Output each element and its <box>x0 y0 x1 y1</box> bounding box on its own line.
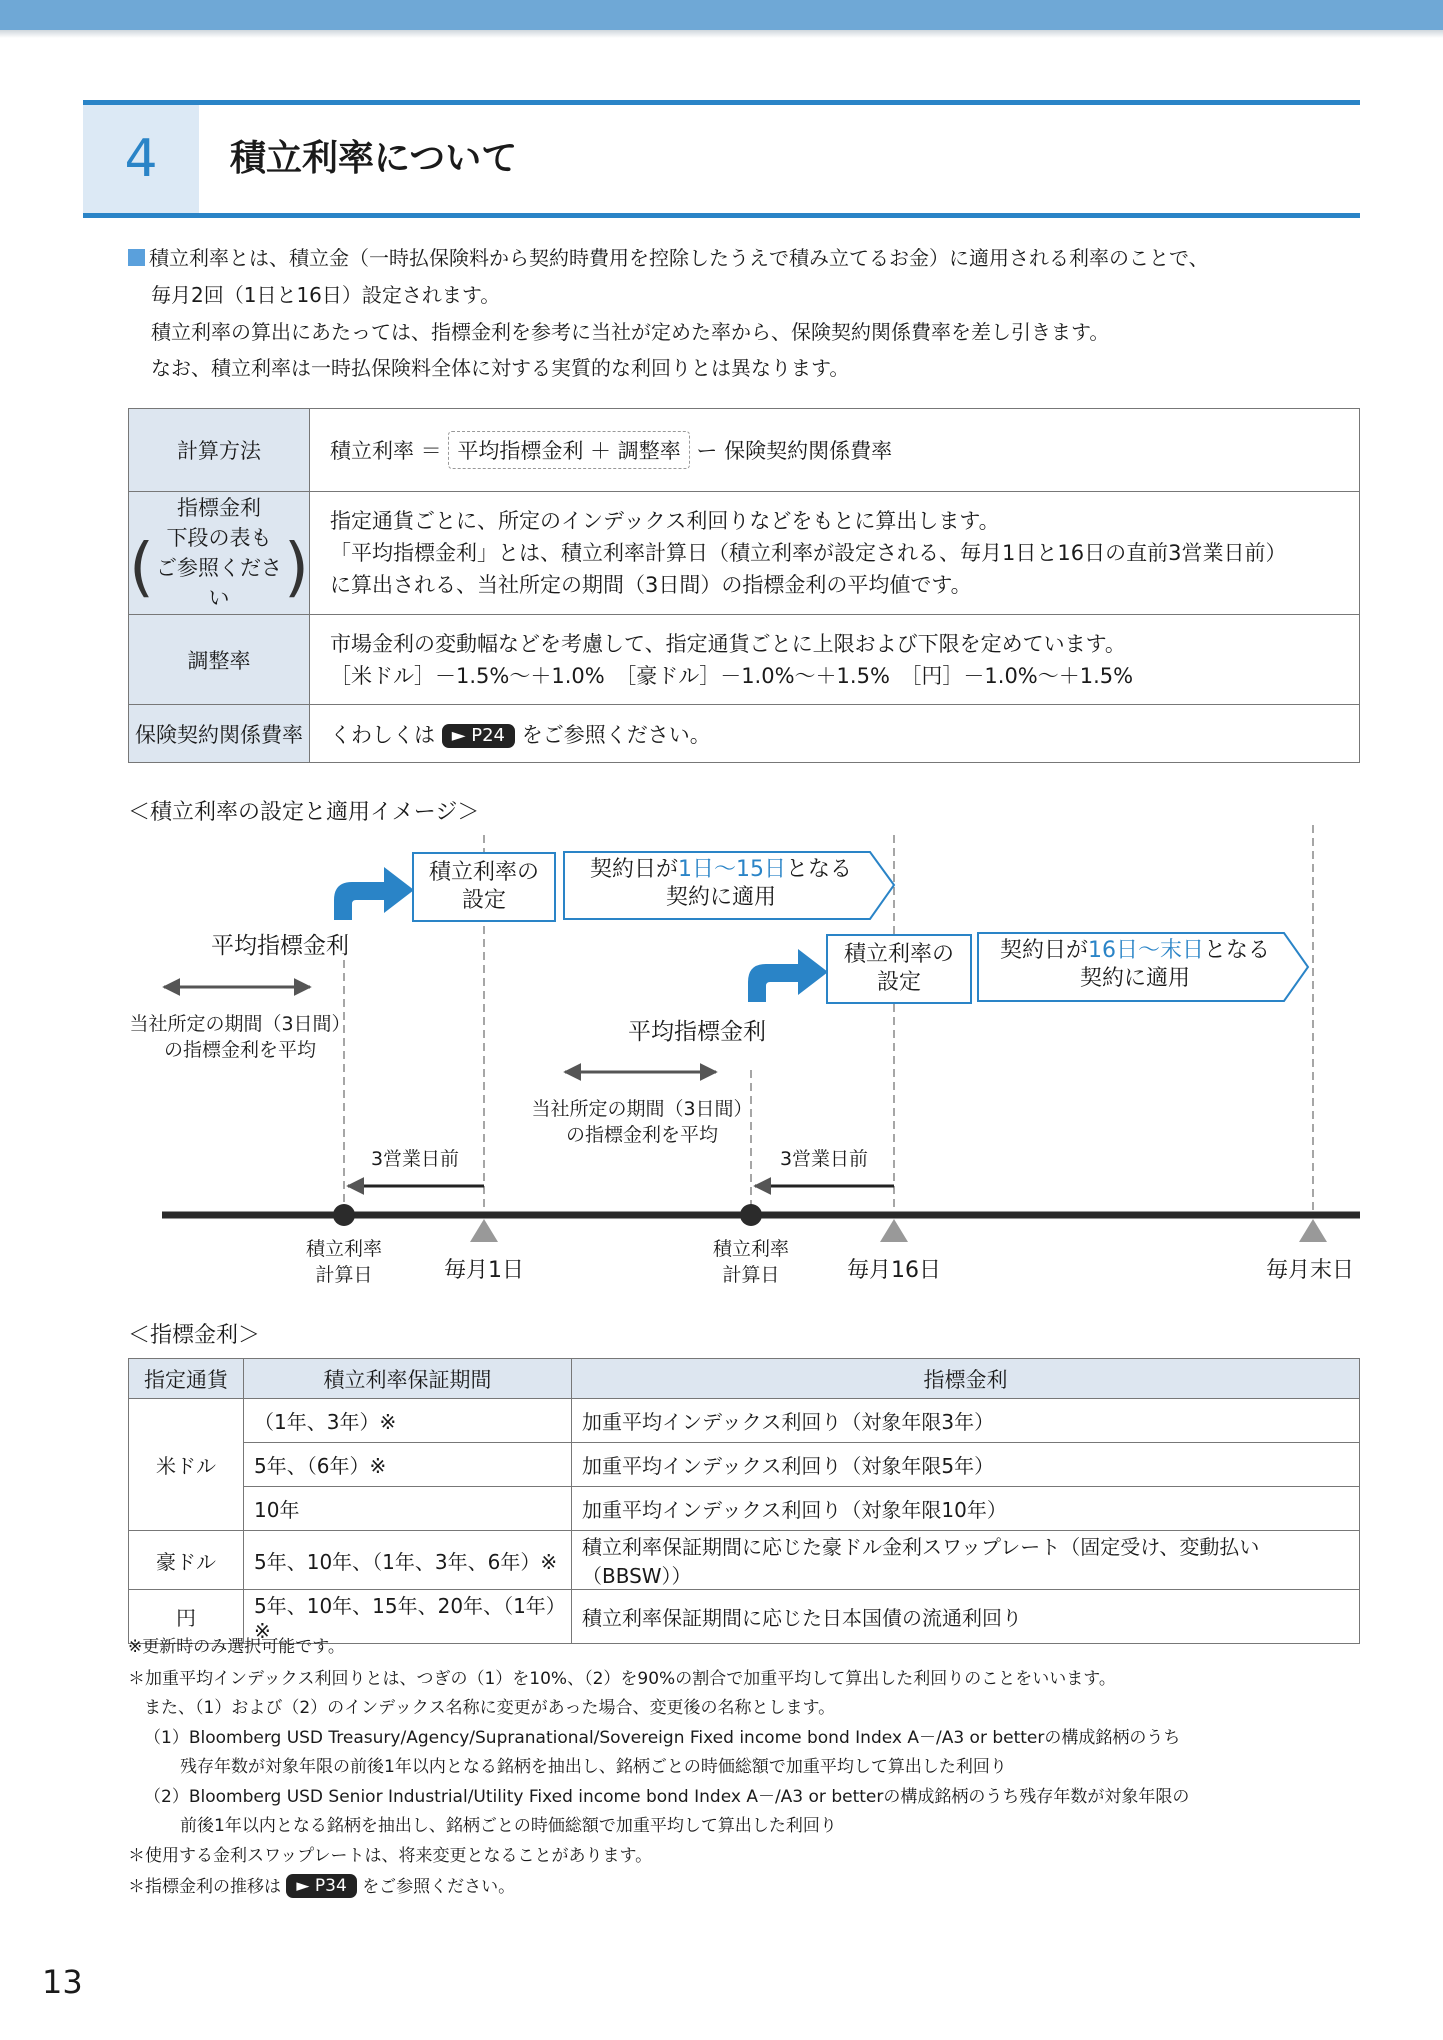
col-currency: 指定通貨 <box>129 1359 244 1399</box>
note-2: ＊加重平均インデックス利回りとは、つぎの（1）を10%、（2）を90%の割合で加重平均して算出した利回りのことをいいます。 <box>128 1669 1116 1689</box>
curved-arrow-2 <box>748 949 828 1002</box>
note-7: 前後1年以内となる銘柄を抽出し、銘柄ごとの時価総額で加重平均して算出した利回り <box>180 1816 837 1836</box>
note-8: ＊使用する金利スワップレートは、将来変更となることがあります。 <box>128 1846 653 1866</box>
intro-line-1: 積立利率とは、積立金（一時払保険料から契約時費用を控除したうえで積み立てるお金）に適用される利率のことで、 <box>128 244 1209 272</box>
dayend-label: 毎月末日 <box>1265 1258 1354 1283</box>
calc-day-label-2: 積立利率 計算日 <box>712 1238 789 1286</box>
calc-day-1-dot <box>333 1204 355 1226</box>
avg-rate-label-1: 平均指標金利 <box>211 933 349 959</box>
note-4: （1）Bloomberg USD Treasury/Agency/Supranational/Sovereign Fixed income bond Index A－/A3 or betterの構成銘柄のうち <box>144 1728 1181 1748</box>
formula-boxed-term: 平均指標金利 ＋ 調整率 <box>448 431 689 469</box>
index-rate-table <box>128 1358 1360 1644</box>
page-number: 13 <box>42 1963 83 2001</box>
dayend-triangle <box>1299 1219 1327 1242</box>
calc-day-label-1: 積立利率 計算日 <box>305 1238 382 1286</box>
calc-row-method <box>129 409 1360 492</box>
calc-day-16-dot <box>740 1204 762 1226</box>
section-number: 4 <box>124 129 158 189</box>
calc-header-method: 計算方法 <box>129 409 310 492</box>
setting-box-1: 積立利率の 設定 <box>412 852 556 922</box>
col-period: 積立利率保証期間 <box>244 1359 572 1399</box>
currency-aud: 豪ドル <box>129 1531 244 1590</box>
calc-header-index-rate: 指標金利 ( 下段の表も ご参照ください ) <box>129 492 310 615</box>
rate-table-header <box>129 1359 1360 1399</box>
note-9: ＊指標金利の推移は ► P34 をご参照ください。 <box>128 1876 516 1897</box>
intro-line-3: 積立利率の算出にあたっては、指標金利を参考に当社が定めた率から、保険契約関係費率を差し引きます。 <box>151 320 1110 344</box>
section-title: 積立利率について <box>230 138 518 179</box>
page-ref-p34-link[interactable]: ► P34 <box>286 1874 356 1898</box>
curved-arrow-1 <box>334 867 414 920</box>
rate-table-title: ＜指標金利＞ <box>128 1323 261 1348</box>
calc-row-adjustment <box>129 615 1360 705</box>
day1-triangle <box>470 1219 498 1242</box>
page-ref-p24-link[interactable]: ► P24 <box>442 724 515 748</box>
apply-box-2: 契約日が16日～末日となる 契約に適用 <box>999 938 1271 991</box>
day16-label: 毎月16日 <box>847 1258 941 1283</box>
fee-description: くわしくは ► P24 をご参照ください。 <box>310 705 1360 763</box>
calc-header-adjustment: 調整率 <box>129 615 310 705</box>
col-index-rate: 指標金利 <box>572 1359 1360 1399</box>
avg-rate-label-2: 平均指標金利 <box>628 1019 766 1045</box>
adjustment-description: 市場金利の変動幅などを考慮して、指定通貨ごとに上限および下限を定めています。 ［米ドル］－1.5%～＋1.0% ［豪ドル］－1.0%～＋1.5% ［円］－1.0%～＋1.5% <box>310 615 1360 705</box>
table-row: 米ドル （1年、3年）※ 加重平均インデックス利回り（対象年限3年） <box>129 1399 1360 1443</box>
calc-header-fee: 保険契約関係費率 <box>129 705 310 763</box>
calc-row-fee <box>129 705 1360 763</box>
day1-label: 毎月1日 <box>444 1258 524 1283</box>
table-row: 10年 加重平均インデックス利回り（対象年限10年） <box>129 1487 1360 1531</box>
three-days-label-1: 3営業日前 <box>370 1148 460 1170</box>
three-days-label-2: 3営業日前 <box>779 1148 869 1170</box>
section-rule-bottom <box>83 213 1360 218</box>
calc-formula: 積立利率 ＝ 平均指標金利 ＋ 調整率 ー 保険契約関係費率 <box>310 409 1360 492</box>
index-rate-description: 指定通貨ごとに、所定のインデックス利回りなどをもとに算出します。 「平均指標金利」とは、積立利率計算日（積立利率が設定される、毎月1日と16日の直前3営業日前） に算出される、当社所定の期間（3日間）の指標金利の平均値です。 <box>310 492 1360 615</box>
calc-row-index-rate <box>129 492 1360 615</box>
calculation-table <box>128 408 1360 763</box>
top-bar <box>0 0 1443 30</box>
top-bar-shadow <box>0 30 1443 38</box>
setting-box-2: 積立利率の 設定 <box>826 934 972 1004</box>
table-row: 円 5年、10年、15年、20年、（1年）※ 積立利率保証期間に応じた日本国債の流通利回り <box>129 1590 1360 1644</box>
square-bullet-icon <box>128 249 145 266</box>
period-note-2: 当社所定の期間（3日間） の指標金利を平均 <box>531 1098 753 1146</box>
note-5: 残存年数が対象年限の前後1年以内となる銘柄を抽出し、銘柄ごとの時価総額で加重平均して算出した利回り <box>180 1757 1007 1777</box>
currency-jpy: 円 <box>129 1590 244 1644</box>
table-row: 豪ドル 5年、10年、（1年、3年、6年）※ 積立利率保証期間に応じた豪ドル金利スワップレート（固定受け、変動払い（BBSW）） <box>129 1531 1360 1590</box>
header-note: ( 下段の表も ご参照ください ) <box>129 526 309 610</box>
intro-line-4: なお、積立利率は一時払保険料全体に対する実質的な利回りとは異なります。 <box>151 356 850 380</box>
currency-usd: 米ドル <box>129 1399 244 1531</box>
note-3: また、（1）および（2）のインデックス名称に変更があった場合、変更後の名称とします。 <box>144 1698 836 1718</box>
intro-line-2: 毎月2回（1日と16日）設定されます。 <box>151 283 501 307</box>
diagram-title: ＜積立利率の設定と適用イメージ＞ <box>128 800 480 825</box>
note-1: ※更新時のみ選択可能です。 <box>128 1637 345 1657</box>
period-note-1: 当社所定の期間（3日間） の指標金利を平均 <box>129 1013 351 1061</box>
day16-triangle <box>880 1219 908 1242</box>
table-row: 5年、（6年）※ 加重平均インデックス利回り（対象年限5年） <box>129 1443 1360 1487</box>
note-6: （2）Bloomberg USD Senior Industrial/Utility Fixed income bond Index A－/A3 or betterの構成銘柄のうち残存年数が対象年限の <box>144 1787 1190 1807</box>
apply-box-1: 契約日が1日～15日となる 契約に適用 <box>589 857 853 910</box>
